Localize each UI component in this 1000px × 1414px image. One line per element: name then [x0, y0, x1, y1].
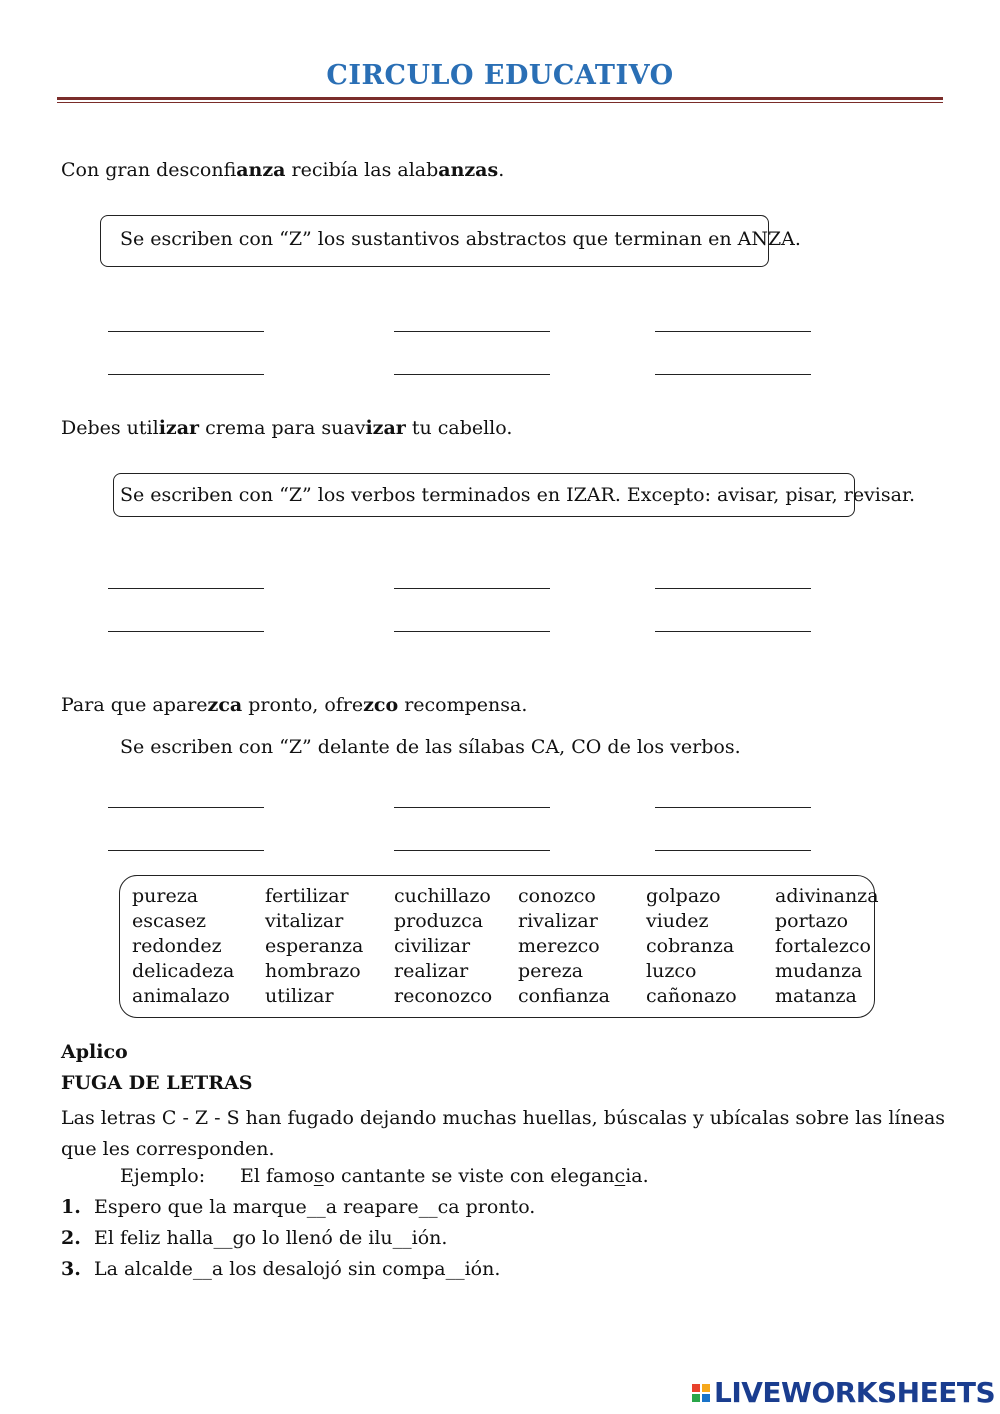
answer-blank[interactable]	[108, 588, 264, 589]
item-number: 1.	[61, 1196, 81, 1218]
word-bank-word: reconozco	[394, 985, 493, 1007]
rule-text-3: Se escriben con “Z” delante de las sílabas CA, CO de los verbos.	[120, 736, 741, 758]
answer-blank[interactable]	[394, 850, 550, 851]
sentence-text: crema para suav	[199, 417, 366, 439]
title-rule-thin	[57, 102, 943, 103]
word-bank-word: conozco	[518, 885, 596, 907]
word-bank-word: rivalizar	[518, 910, 598, 932]
word-bank-word: pureza	[132, 885, 199, 907]
apply-instructions: Las letras C - Z - S han fugado dejando muchas huellas, búscalas y ubícalas sobre las líneas que les corresponden.	[61, 1107, 946, 1160]
word-bank-word: confianza	[518, 985, 610, 1007]
word-bank-word: utilizar	[265, 985, 334, 1007]
word-bank-column	[646, 884, 737, 1009]
highlighted-ending: zca	[207, 694, 243, 716]
word-bank-word: portazo	[775, 910, 849, 932]
logo-square	[702, 1384, 710, 1392]
title-rule	[57, 97, 943, 100]
logo-square	[692, 1384, 700, 1392]
word-bank-word: viudez	[646, 910, 709, 932]
apply-subheading: FUGA DE LETRAS	[61, 1072, 253, 1094]
rule-text-2: Se escriben con “Z” los verbos terminados en IZAR. Excepto: avisar, pisar, revisar.	[120, 484, 915, 506]
word-bank-column	[265, 884, 363, 1009]
answer-blank[interactable]	[108, 331, 264, 332]
apply-heading: Aplico	[61, 1041, 128, 1063]
word-bank-word: hombrazo	[265, 960, 361, 982]
sentence-text: tu cabello.	[405, 417, 513, 439]
word-bank-word: matanza	[775, 985, 857, 1007]
item-text: El feliz halla__go lo llenó de ilu__ión.	[94, 1227, 448, 1249]
answer-blank[interactable]	[394, 374, 550, 375]
word-bank-word: mudanza	[775, 960, 863, 982]
word-bank-word: golpazo	[646, 885, 721, 907]
answer-blank[interactable]	[655, 331, 811, 332]
highlighted-ending: anzas	[438, 159, 499, 181]
exercise-item[interactable]	[61, 1196, 535, 1218]
sentence-text: recompensa.	[398, 694, 528, 716]
answer-blank[interactable]	[394, 631, 550, 632]
word-bank-word: delicadeza	[132, 960, 235, 982]
example-missing-letter: c	[614, 1165, 626, 1187]
word-bank-word: vitalizar	[265, 910, 344, 932]
answer-blank[interactable]	[655, 374, 811, 375]
word-bank-word: cuchillazo	[394, 885, 491, 907]
example-text: ia.	[625, 1165, 649, 1187]
answer-blank[interactable]	[655, 588, 811, 589]
item-text: La alcalde__a los desalojó sin compa__ión.	[94, 1258, 501, 1280]
answer-blank[interactable]	[394, 588, 550, 589]
answer-blank[interactable]	[108, 807, 264, 808]
example-sentence-1	[61, 159, 504, 181]
answer-blank[interactable]	[394, 807, 550, 808]
answer-blank[interactable]	[108, 631, 264, 632]
example-sentence	[240, 1165, 649, 1187]
item-text: Espero que la marque__a reapare__ca pronto.	[94, 1196, 536, 1218]
sentence-text: recibía las alab	[285, 159, 439, 181]
word-bank-word: esperanza	[265, 935, 364, 957]
answer-blank[interactable]	[655, 807, 811, 808]
example-missing-letter: s	[313, 1165, 324, 1187]
item-number: 2.	[61, 1227, 81, 1249]
sentence-text: .	[498, 159, 505, 181]
word-bank-word: adivinanza	[775, 885, 879, 907]
highlighted-ending: izar	[158, 417, 200, 439]
sentence-text: pronto, ofre	[242, 694, 364, 716]
example-text: o cantante se viste con elegan	[323, 1165, 615, 1187]
highlighted-ending: zco	[363, 694, 399, 716]
word-bank-word: escasez	[132, 910, 206, 932]
example-sentence-2	[61, 417, 512, 439]
word-bank-column	[518, 884, 610, 1009]
answer-blank[interactable]	[108, 374, 264, 375]
highlighted-ending: anza	[236, 159, 286, 181]
word-bank-word: cobranza	[646, 935, 735, 957]
rule-text-1: Se escriben con “Z” los sustantivos abstractos que terminan en ANZA.	[120, 228, 801, 250]
example-sentence-3	[61, 694, 527, 716]
liveworksheets-logo	[692, 1376, 995, 1409]
word-bank-word: luzco	[646, 960, 697, 982]
word-bank-word: fortalezco	[775, 935, 871, 957]
logo-square	[702, 1394, 710, 1402]
word-bank-column	[132, 884, 234, 1009]
word-bank-word: cañonazo	[646, 985, 737, 1007]
word-bank-word: merezco	[518, 935, 600, 957]
answer-blank[interactable]	[655, 850, 811, 851]
word-bank-word: pereza	[518, 960, 584, 982]
word-bank-word: civilizar	[394, 935, 471, 957]
logo-text: LIVEWORKSHEETS	[714, 1376, 996, 1409]
sentence-text: Debes util	[61, 417, 159, 439]
word-bank-word: fertilizar	[265, 885, 349, 907]
highlighted-ending: izar	[365, 417, 406, 439]
logo-icon	[692, 1384, 710, 1402]
answer-blank[interactable]	[108, 850, 264, 851]
word-bank-word: animalazo	[132, 985, 230, 1007]
word-bank-column	[775, 884, 879, 1009]
page-title: CIRCULO EDUCATIVO	[326, 60, 674, 91]
exercise-item[interactable]	[61, 1227, 447, 1249]
example-text: El famo	[240, 1165, 314, 1187]
word-bank-column	[394, 884, 492, 1009]
exercise-item[interactable]	[61, 1258, 500, 1280]
word-bank-word: produzca	[394, 910, 484, 932]
sentence-text: Para que apare	[61, 694, 208, 716]
word-bank-word: realizar	[394, 960, 469, 982]
answer-blank[interactable]	[655, 631, 811, 632]
sentence-text: Con gran desconfi	[61, 159, 237, 181]
answer-blank[interactable]	[394, 331, 550, 332]
item-number: 3.	[61, 1258, 81, 1280]
word-bank-word: redondez	[132, 935, 222, 957]
logo-square	[692, 1394, 700, 1402]
example-label: Ejemplo:	[120, 1165, 206, 1187]
